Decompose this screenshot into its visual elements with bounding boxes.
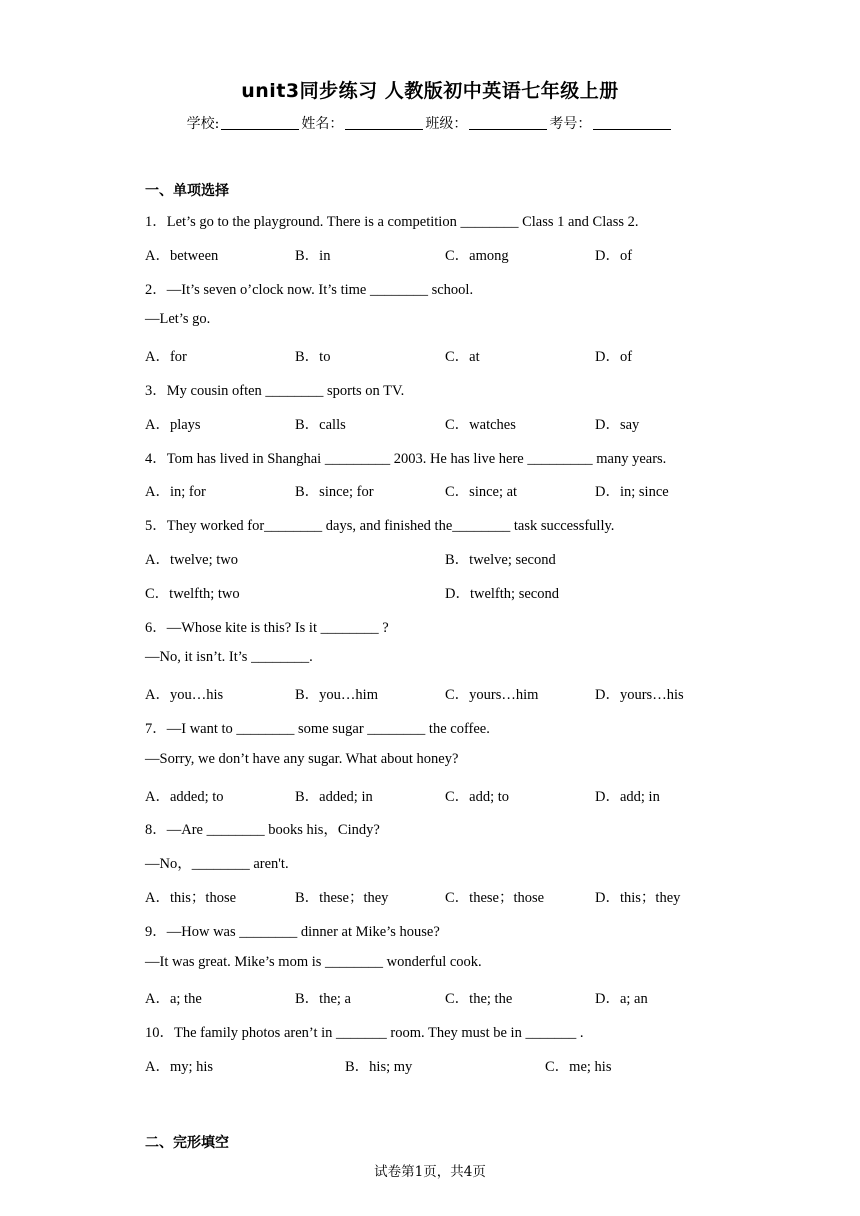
answer-option[interactable]: B．added; in — [295, 788, 373, 805]
answer-option[interactable]: A．in; for — [145, 484, 206, 501]
answer-option[interactable]: B．to — [295, 349, 331, 366]
answer-option[interactable]: A．for — [145, 349, 187, 366]
question-stem: 6．—Whose kite is this? Is it ________ ? — [145, 619, 389, 636]
exam-number-blank[interactable] — [593, 115, 671, 130]
answer-option[interactable]: A．between — [145, 247, 219, 264]
question-stem: 1．Let’s go to the playground. There is a competition ________ Class 1 and Class 2. — [145, 214, 639, 230]
question-dialogue-line: —Let’s go. — [145, 311, 211, 328]
name-blank[interactable] — [345, 115, 423, 130]
answer-option[interactable]: D．of — [595, 247, 633, 264]
question-stem: 5．They worked for________ days, and finished the________ task successfully. — [145, 518, 615, 535]
answer-option[interactable]: B．twelve; second — [445, 552, 556, 568]
answer-option[interactable]: D．a; an — [595, 991, 648, 1008]
answer-option[interactable]: C．twelfth; two — [145, 585, 240, 602]
answer-option[interactable]: D．this；they — [595, 890, 681, 906]
answer-option[interactable]: A．this；those — [145, 890, 237, 906]
question-stem: 2．—It’s seven o’clock now. It’s time ________ school. — [145, 281, 474, 298]
answer-option[interactable]: C．me; his — [545, 1059, 612, 1075]
school-blank[interactable] — [221, 115, 299, 130]
answer-option[interactable]: C．yours…him — [445, 687, 539, 704]
answer-option[interactable]: C．watches — [445, 416, 516, 433]
answer-option[interactable]: C．at — [445, 349, 480, 366]
exam-number-label: 考号： — [549, 116, 592, 132]
class-blank[interactable] — [469, 115, 547, 130]
question-stem: 7．—I want to ________ some sugar ________ the coffee. — [145, 721, 490, 737]
answer-option[interactable]: B．the; a — [295, 991, 351, 1008]
answer-option[interactable]: A．twelve; two — [145, 552, 239, 568]
question-stem: 9．—How was ________ dinner at Mike’s house? — [145, 923, 440, 940]
answer-option[interactable]: A．my; his — [145, 1059, 214, 1075]
question-stem: 3．My cousin often ________ sports on TV. — [145, 383, 405, 399]
section-heading-single-choice: 一、单项选择 — [145, 183, 229, 199]
page-title: unit3同步练习 人教版初中英语七年级上册 — [241, 80, 619, 102]
section-heading-cloze: 二、完形填空 — [145, 1135, 229, 1151]
answer-option[interactable]: A．a; the — [145, 991, 202, 1008]
question-stem: 4．Tom has lived in Shanghai _________ 2003. He has live here _________ many years. — [145, 450, 667, 467]
class-label: 班级： — [425, 116, 468, 132]
question-dialogue-line: —Sorry, we don’t have any sugar. What about honey? — [145, 750, 459, 767]
answer-option[interactable]: A．you…his — [145, 687, 224, 704]
answer-option[interactable]: B．in — [295, 247, 331, 264]
name-label: 姓名： — [301, 116, 344, 132]
answer-option[interactable]: D．say — [595, 416, 640, 433]
answer-option[interactable]: C．these；those — [445, 890, 545, 906]
answer-option[interactable]: B．you…him — [295, 687, 378, 704]
page-footer: 试卷第1页，共4页 — [374, 1164, 486, 1180]
school-label: 学校: — [186, 116, 220, 132]
student-info-line — [0, 113, 860, 133]
answer-option[interactable]: C．the; the — [445, 991, 513, 1008]
answer-option[interactable]: D．in; since — [595, 484, 669, 501]
answer-option[interactable]: B．these；they — [295, 890, 389, 906]
answer-option[interactable]: C．since; at — [445, 484, 518, 501]
question-stem: 10．The family photos aren’t in _______ room. They must be in _______ . — [145, 1025, 584, 1042]
answer-option[interactable]: A．added; to — [145, 788, 224, 805]
answer-option[interactable]: A．plays — [145, 416, 201, 433]
answer-option[interactable]: D．add; in — [595, 788, 660, 805]
answer-option[interactable]: D．twelfth; second — [445, 585, 559, 602]
answer-option[interactable]: C．add; to — [445, 788, 510, 805]
question-dialogue-line: —No, it isn’t. It’s ________. — [145, 649, 313, 666]
answer-option[interactable]: B．since; for — [295, 484, 374, 501]
answer-option[interactable]: B．calls — [295, 416, 346, 433]
question-dialogue-line: —No，________ aren't. — [145, 856, 289, 873]
question-dialogue-line: —It was great. Mike’s mom is ________ wonderful cook. — [145, 953, 482, 970]
answer-option[interactable]: D．yours…his — [595, 687, 684, 704]
answer-option[interactable]: C．among — [445, 247, 509, 264]
answer-option[interactable]: D．of — [595, 349, 633, 366]
question-stem: 8．—Are ________ books his，Cindy? — [145, 822, 380, 839]
answer-option[interactable]: B．his; my — [345, 1059, 413, 1075]
